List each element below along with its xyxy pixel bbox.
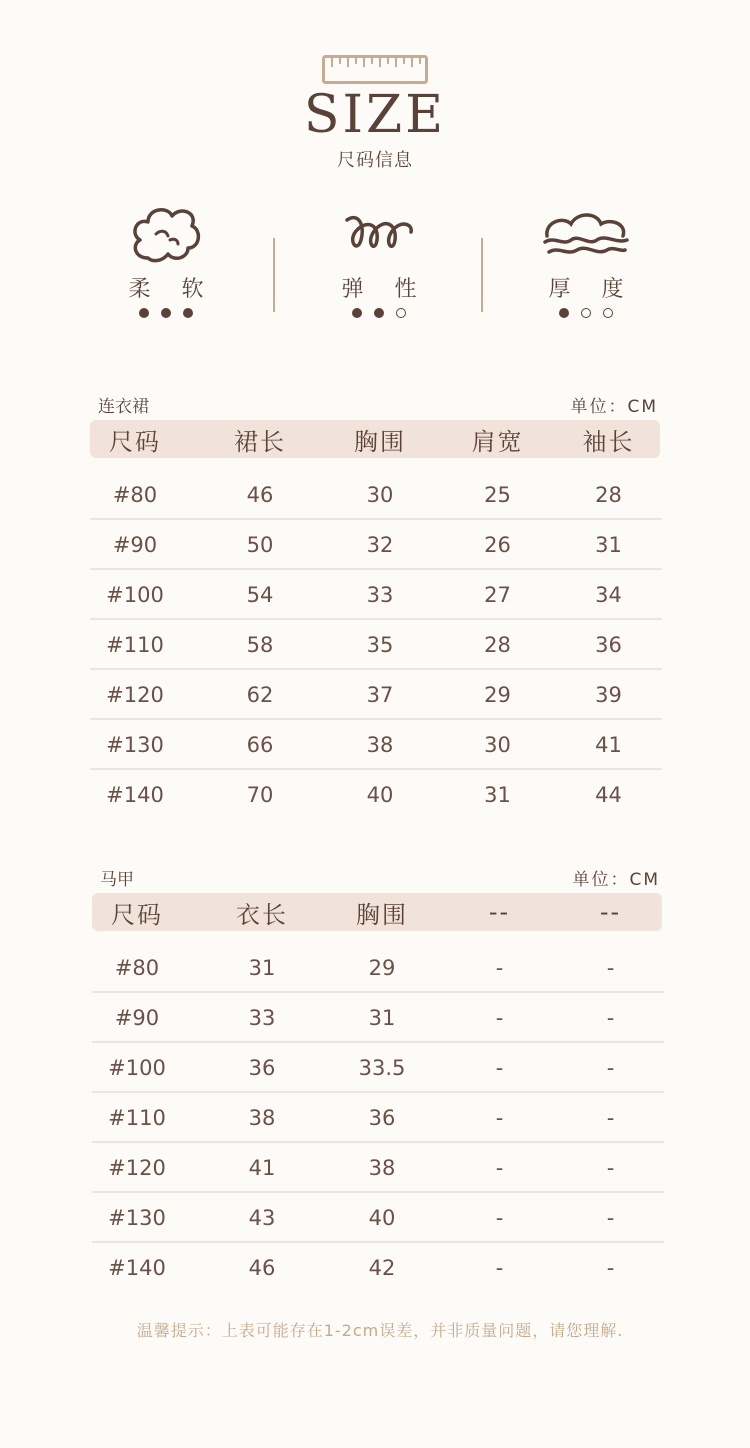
rating-dots-thickness [506,308,666,318]
table-cell: 31 [368,1006,396,1030]
table-cell: 44 [595,783,622,807]
table-cell: - [606,1056,615,1080]
spring-icon [339,200,419,270]
table-cell: #140 [108,1256,166,1280]
table-cell: #130 [106,733,164,757]
rating-dot [161,308,171,318]
size-header [0,0,750,180]
table-cell: 50 [246,533,274,557]
table-cell: 35 [366,633,394,657]
table-cell: - [606,1206,615,1230]
table-cell: 30 [484,733,511,757]
table-cell: 40 [366,783,394,807]
rating-dot [374,308,384,318]
table-cell: 42 [368,1256,396,1280]
page-subtitle: 尺码信息 [337,150,413,171]
table-cell: 29 [484,683,511,707]
table-title: 连衣裙 [98,397,149,417]
table-cell: - [495,1006,504,1030]
table-cell: 46 [246,483,274,507]
table-cell: - [495,1256,504,1280]
table-cell: 28 [595,483,622,507]
table-row [92,1243,664,1293]
table-cell: 33 [366,583,394,607]
table-cell: 33.5 [358,1056,406,1080]
table-cell: 31 [484,783,511,807]
cotton-icon [126,200,206,270]
table-cell: #90 [112,533,158,557]
table-cell: 43 [248,1206,276,1230]
table-cell: #120 [106,683,164,707]
feature-thickness [506,200,666,330]
feature-divider [273,238,275,312]
fabric-features [0,200,750,340]
rating-dots-elasticity [299,308,459,318]
table-cell: 41 [595,733,622,757]
table-cell: 36 [595,633,622,657]
table-cell: 40 [368,1206,396,1230]
rating-dots-softness [86,308,246,318]
column-header: 尺码 [111,900,163,929]
table-cell: 30 [366,483,394,507]
table-cell: 36 [368,1106,396,1130]
table-cell: #90 [114,1006,160,1030]
table-row [92,993,664,1043]
table-cell: #80 [114,956,160,980]
feature-softness [86,200,246,330]
table-cell: 27 [484,583,511,607]
column-header: 胸围 [354,427,406,456]
table-cell: - [606,956,615,980]
rating-dot [396,308,406,318]
table-row [90,520,662,570]
ruler-icon [322,55,428,85]
table-cell: 38 [248,1106,276,1130]
table-cell: 36 [248,1056,276,1080]
table-cell: 31 [248,956,276,980]
table-cell: - [495,1056,504,1080]
table-cell: #100 [108,1056,166,1080]
table-cell: 46 [248,1256,276,1280]
table-row [92,943,664,993]
table-cell: - [606,1156,615,1180]
rating-dot [183,308,193,318]
rating-dot [603,308,613,318]
column-header: -- [599,898,622,926]
table-cell: 41 [248,1156,276,1180]
size-table-vest [92,865,664,1295]
table-row [92,1143,664,1193]
feature-divider [481,238,483,312]
column-header: 尺码 [109,427,161,456]
table-row [90,570,662,620]
cloud-layers-icon [541,200,631,270]
table-header [90,420,660,458]
table-unit: 单位：CM [572,870,660,890]
feature-label-thickness: 厚 度 [548,277,636,302]
column-header: -- [488,898,511,926]
table-row [90,470,662,520]
rating-dot [139,308,149,318]
table-row [90,720,662,770]
size-note: 温馨提示：上表可能存在1-2cm误差，并非质量问题，请您理解. [136,1321,624,1340]
feature-label-softness: 柔 软 [128,277,216,302]
page-title: SIZE [303,85,447,145]
table-cell: - [606,1256,615,1280]
table-body [92,943,664,1293]
table-cell: #110 [106,633,164,657]
table-cell: - [606,1006,615,1030]
table-cell: 34 [595,583,622,607]
table-cell: 29 [368,956,396,980]
table-cell: 38 [366,733,394,757]
table-cell: 26 [484,533,511,557]
table-cell: 39 [595,683,622,707]
table-cell: 62 [246,683,274,707]
table-unit: 单位：CM [570,397,658,417]
table-cell: 32 [366,533,394,557]
table-cell: 25 [484,483,511,507]
column-header: 衣长 [236,900,288,929]
table-row [90,670,662,720]
column-header: 裙长 [234,427,286,456]
table-cell: 28 [484,633,511,657]
table-cell: #80 [112,483,158,507]
feature-label-elasticity: 弹 性 [341,277,429,302]
table-row [90,770,662,820]
table-row [92,1193,664,1243]
rating-dot [581,308,591,318]
feature-elasticity [299,200,459,330]
table-cell: - [606,1106,615,1130]
table-header [92,893,662,931]
table-cell: #120 [108,1156,166,1180]
table-cell: 31 [595,533,622,557]
column-header: 袖长 [582,427,635,456]
table-body [90,470,662,820]
table-cell: 54 [246,583,274,607]
table-cell: - [495,956,504,980]
table-title: 马甲 [100,870,134,890]
column-header: 肩宽 [471,427,524,456]
table-row [90,620,662,670]
table-cell: 33 [248,1006,276,1030]
table-cell: 37 [366,683,394,707]
table-cell: - [495,1206,504,1230]
table-cell: #140 [106,783,164,807]
table-cell: 66 [246,733,274,757]
table-cell: - [495,1156,504,1180]
table-row [92,1043,664,1093]
rating-dot [352,308,362,318]
column-header: 胸围 [356,900,408,929]
table-cell: #110 [108,1106,166,1130]
table-cell: #100 [106,583,164,607]
table-cell: #130 [108,1206,166,1230]
table-cell: 70 [246,783,274,807]
table-cell: 58 [246,633,274,657]
table-row [92,1093,664,1143]
table-cell: 38 [368,1156,396,1180]
size-table-dress [90,392,662,822]
table-cell: - [495,1106,504,1130]
rating-dot [559,308,569,318]
